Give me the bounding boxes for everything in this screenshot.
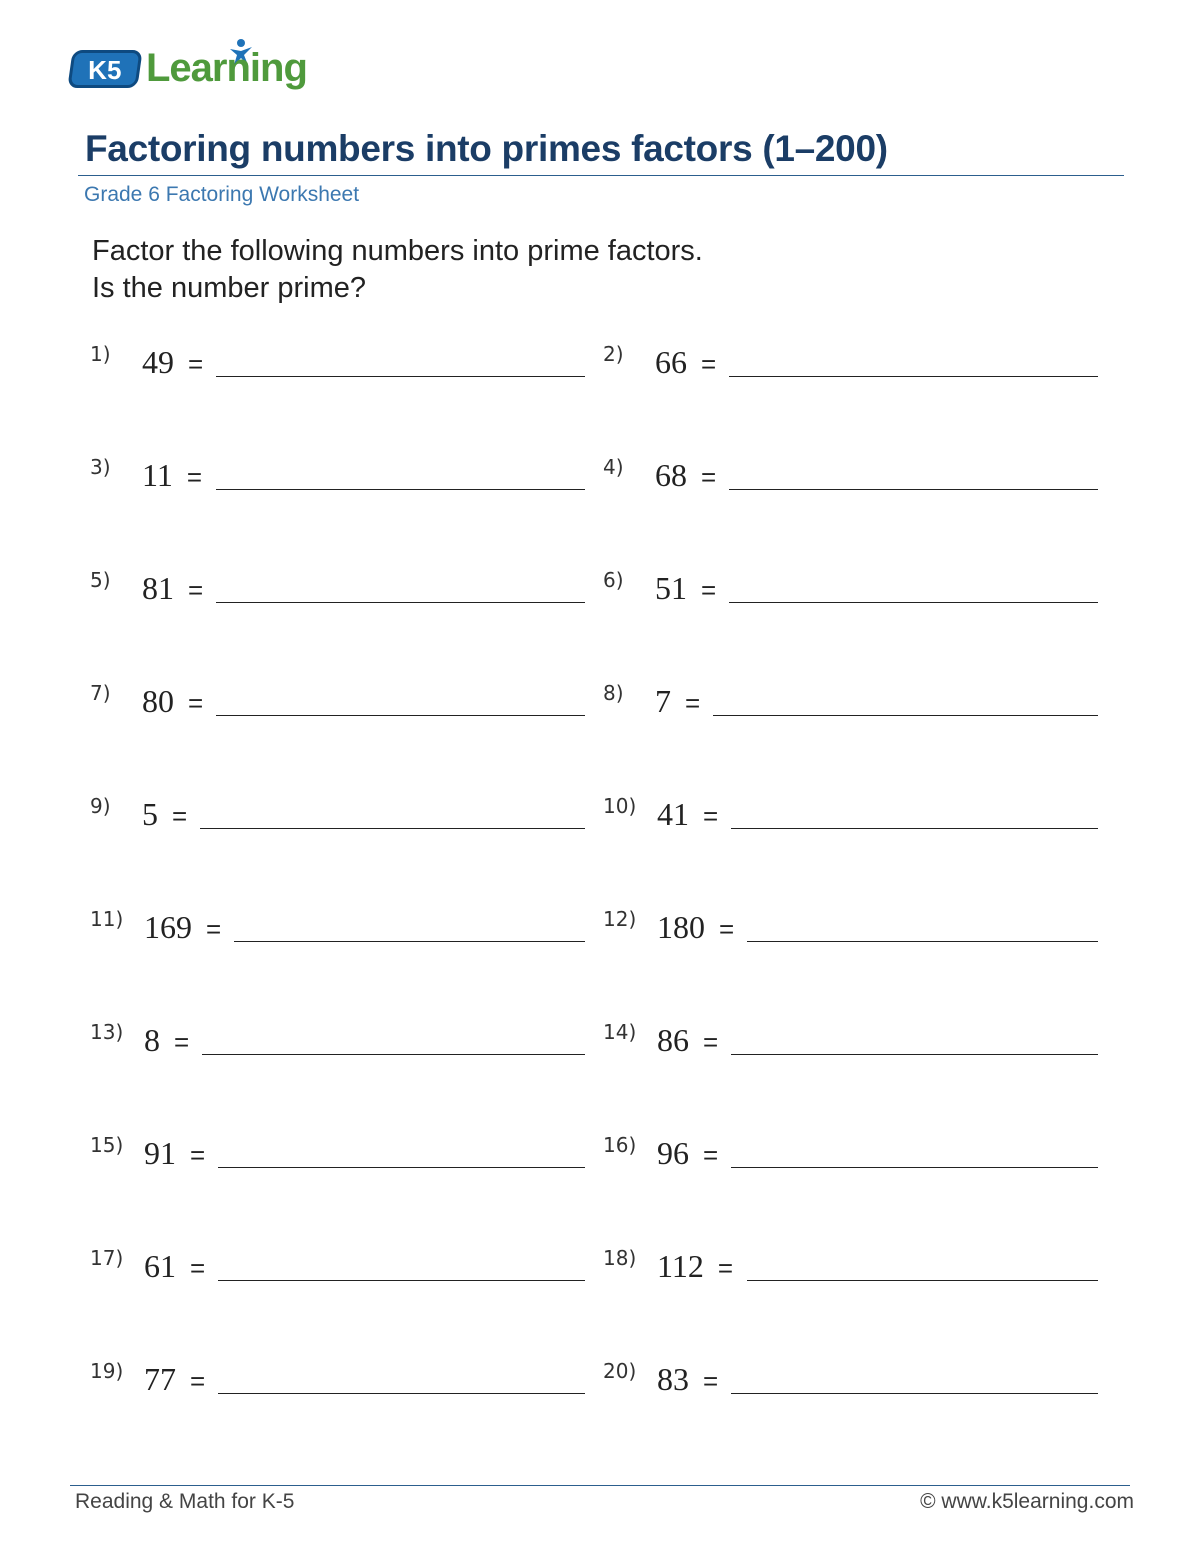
problem-item — [603, 1359, 1098, 1399]
problem-item — [603, 568, 1098, 608]
equals-sign: = — [188, 688, 204, 718]
problem-number: 1) — [90, 342, 111, 366]
problem-expression — [657, 1022, 718, 1059]
problem-number: 4) — [603, 455, 624, 479]
footer-website: © www.k5learning.com — [920, 1490, 1134, 1513]
problem-number: 20) — [603, 1359, 637, 1383]
answer-line[interactable] — [216, 489, 585, 490]
equals-sign: = — [701, 462, 717, 492]
equals-sign: = — [174, 1027, 190, 1057]
logo-badge-text: K5 — [88, 55, 122, 85]
title-divider — [78, 175, 1124, 176]
equals-sign: = — [717, 1253, 733, 1283]
equals-sign: = — [703, 1027, 719, 1057]
problem-number: 7) — [90, 681, 111, 705]
problem-item — [603, 681, 1098, 721]
problem-number: 3) — [90, 455, 111, 479]
problem-expression — [655, 344, 716, 381]
answer-line[interactable] — [729, 602, 1098, 603]
problem-expression — [657, 1361, 718, 1398]
equals-sign: = — [186, 462, 202, 492]
problem-value: 180 — [657, 909, 705, 945]
problem-number: 14) — [603, 1020, 637, 1044]
problem-item — [90, 342, 585, 382]
equals-sign: = — [190, 1140, 206, 1170]
problem-item — [90, 1133, 585, 1173]
answer-line[interactable] — [713, 715, 1098, 716]
problem-number: 17) — [90, 1246, 124, 1270]
page-title: Factoring numbers into primes factors (1–200) — [85, 128, 888, 169]
problem-expression — [142, 344, 203, 381]
answer-line[interactable] — [216, 602, 585, 603]
equals-sign: = — [685, 688, 701, 718]
problem-item — [603, 342, 1098, 382]
problem-expression — [655, 457, 716, 494]
answer-line[interactable] — [202, 1054, 585, 1055]
problem-number: 5) — [90, 568, 111, 592]
answer-line[interactable] — [729, 376, 1098, 377]
problem-item — [603, 794, 1098, 834]
problem-expression — [142, 457, 202, 494]
problem-value: 112 — [657, 1248, 704, 1284]
problem-item — [603, 455, 1098, 495]
problem-value: 5 — [142, 796, 158, 832]
problem-expression — [144, 1135, 205, 1172]
equals-sign: = — [172, 801, 188, 831]
problem-value: 11 — [142, 457, 173, 493]
footer-tagline: Reading & Math for K-5 — [75, 1490, 295, 1513]
problem-item — [90, 1359, 585, 1399]
problem-expression — [657, 796, 718, 833]
problem-number: 9) — [90, 794, 111, 818]
problem-value: 8 — [144, 1022, 160, 1058]
problem-item — [90, 1020, 585, 1060]
problem-number: 10) — [603, 794, 637, 818]
equals-sign: = — [719, 914, 735, 944]
answer-line[interactable] — [731, 1167, 1098, 1168]
problem-expression — [142, 683, 203, 720]
problem-number: 19) — [90, 1359, 124, 1383]
answer-line[interactable] — [216, 376, 585, 377]
equals-sign: = — [703, 801, 719, 831]
problem-expression — [657, 1135, 718, 1172]
problem-value: 169 — [144, 909, 192, 945]
logo-wordmark: Learning — [146, 46, 307, 90]
instruction-line-1: Factor the following numbers into prime factors. — [92, 235, 703, 267]
problem-number: 2) — [603, 342, 624, 366]
problem-item — [90, 794, 585, 834]
problem-expression — [144, 1022, 189, 1059]
problem-item — [90, 455, 585, 495]
problem-item — [603, 1246, 1098, 1286]
equals-sign: = — [190, 1366, 206, 1396]
footer-divider — [70, 1485, 1130, 1486]
problem-item — [90, 1246, 585, 1286]
problem-value: 86 — [657, 1022, 689, 1058]
equals-sign: = — [701, 575, 717, 605]
equals-sign: = — [701, 349, 717, 379]
k5-learning-logo — [70, 36, 330, 100]
instruction-line-2: Is the number prime? — [92, 272, 367, 304]
problem-value: 49 — [142, 344, 174, 380]
problem-expression — [144, 909, 221, 946]
answer-line[interactable] — [200, 828, 585, 829]
answer-line[interactable] — [747, 941, 1098, 942]
answer-line[interactable] — [218, 1167, 585, 1168]
problem-item — [90, 681, 585, 721]
problem-expression — [144, 1361, 205, 1398]
problem-number: 15) — [90, 1133, 124, 1157]
problem-number: 6) — [603, 568, 624, 592]
problem-expression — [144, 1248, 205, 1285]
problem-value: 81 — [142, 570, 174, 606]
problem-expression — [655, 570, 716, 607]
problem-expression — [142, 796, 187, 833]
answer-line[interactable] — [731, 1054, 1098, 1055]
answer-line[interactable] — [731, 1393, 1098, 1394]
answer-line[interactable] — [218, 1393, 585, 1394]
answer-line[interactable] — [731, 828, 1098, 829]
problem-value: 51 — [655, 570, 687, 606]
answer-line[interactable] — [729, 489, 1098, 490]
answer-line[interactable] — [216, 715, 585, 716]
problem-value: 83 — [657, 1361, 689, 1397]
instructions — [92, 233, 703, 307]
problem-number: 18) — [603, 1246, 637, 1270]
problem-number: 8) — [603, 681, 624, 705]
problem-value: 91 — [144, 1135, 176, 1171]
problem-value: 80 — [142, 683, 174, 719]
problem-number: 12) — [603, 907, 637, 931]
problem-number: 13) — [90, 1020, 124, 1044]
problem-expression — [655, 683, 700, 720]
equals-sign: = — [703, 1140, 719, 1170]
equals-sign: = — [188, 349, 204, 379]
answer-line[interactable] — [218, 1280, 585, 1281]
answer-line[interactable] — [747, 1280, 1098, 1281]
problem-number: 11) — [90, 907, 124, 931]
problem-value: 77 — [144, 1361, 176, 1397]
problem-item — [603, 907, 1098, 947]
problem-value: 7 — [655, 683, 671, 719]
equals-sign: = — [206, 914, 222, 944]
logo-badge — [67, 50, 142, 88]
problem-value: 61 — [144, 1248, 176, 1284]
problem-item — [603, 1133, 1098, 1173]
problem-value: 96 — [657, 1135, 689, 1171]
problem-expression — [657, 909, 734, 946]
equals-sign: = — [190, 1253, 206, 1283]
equals-sign: = — [703, 1366, 719, 1396]
problem-item — [90, 907, 585, 947]
problem-expression — [657, 1248, 733, 1285]
answer-line[interactable] — [234, 941, 585, 942]
problem-value: 68 — [655, 457, 687, 493]
problem-value: 66 — [655, 344, 687, 380]
equals-sign: = — [188, 575, 204, 605]
problem-expression — [142, 570, 203, 607]
problem-value: 41 — [657, 796, 689, 832]
worksheet-subtitle: Grade 6 Factoring Worksheet — [84, 183, 360, 206]
problem-number: 16) — [603, 1133, 637, 1157]
problem-item — [90, 568, 585, 608]
problem-item — [603, 1020, 1098, 1060]
